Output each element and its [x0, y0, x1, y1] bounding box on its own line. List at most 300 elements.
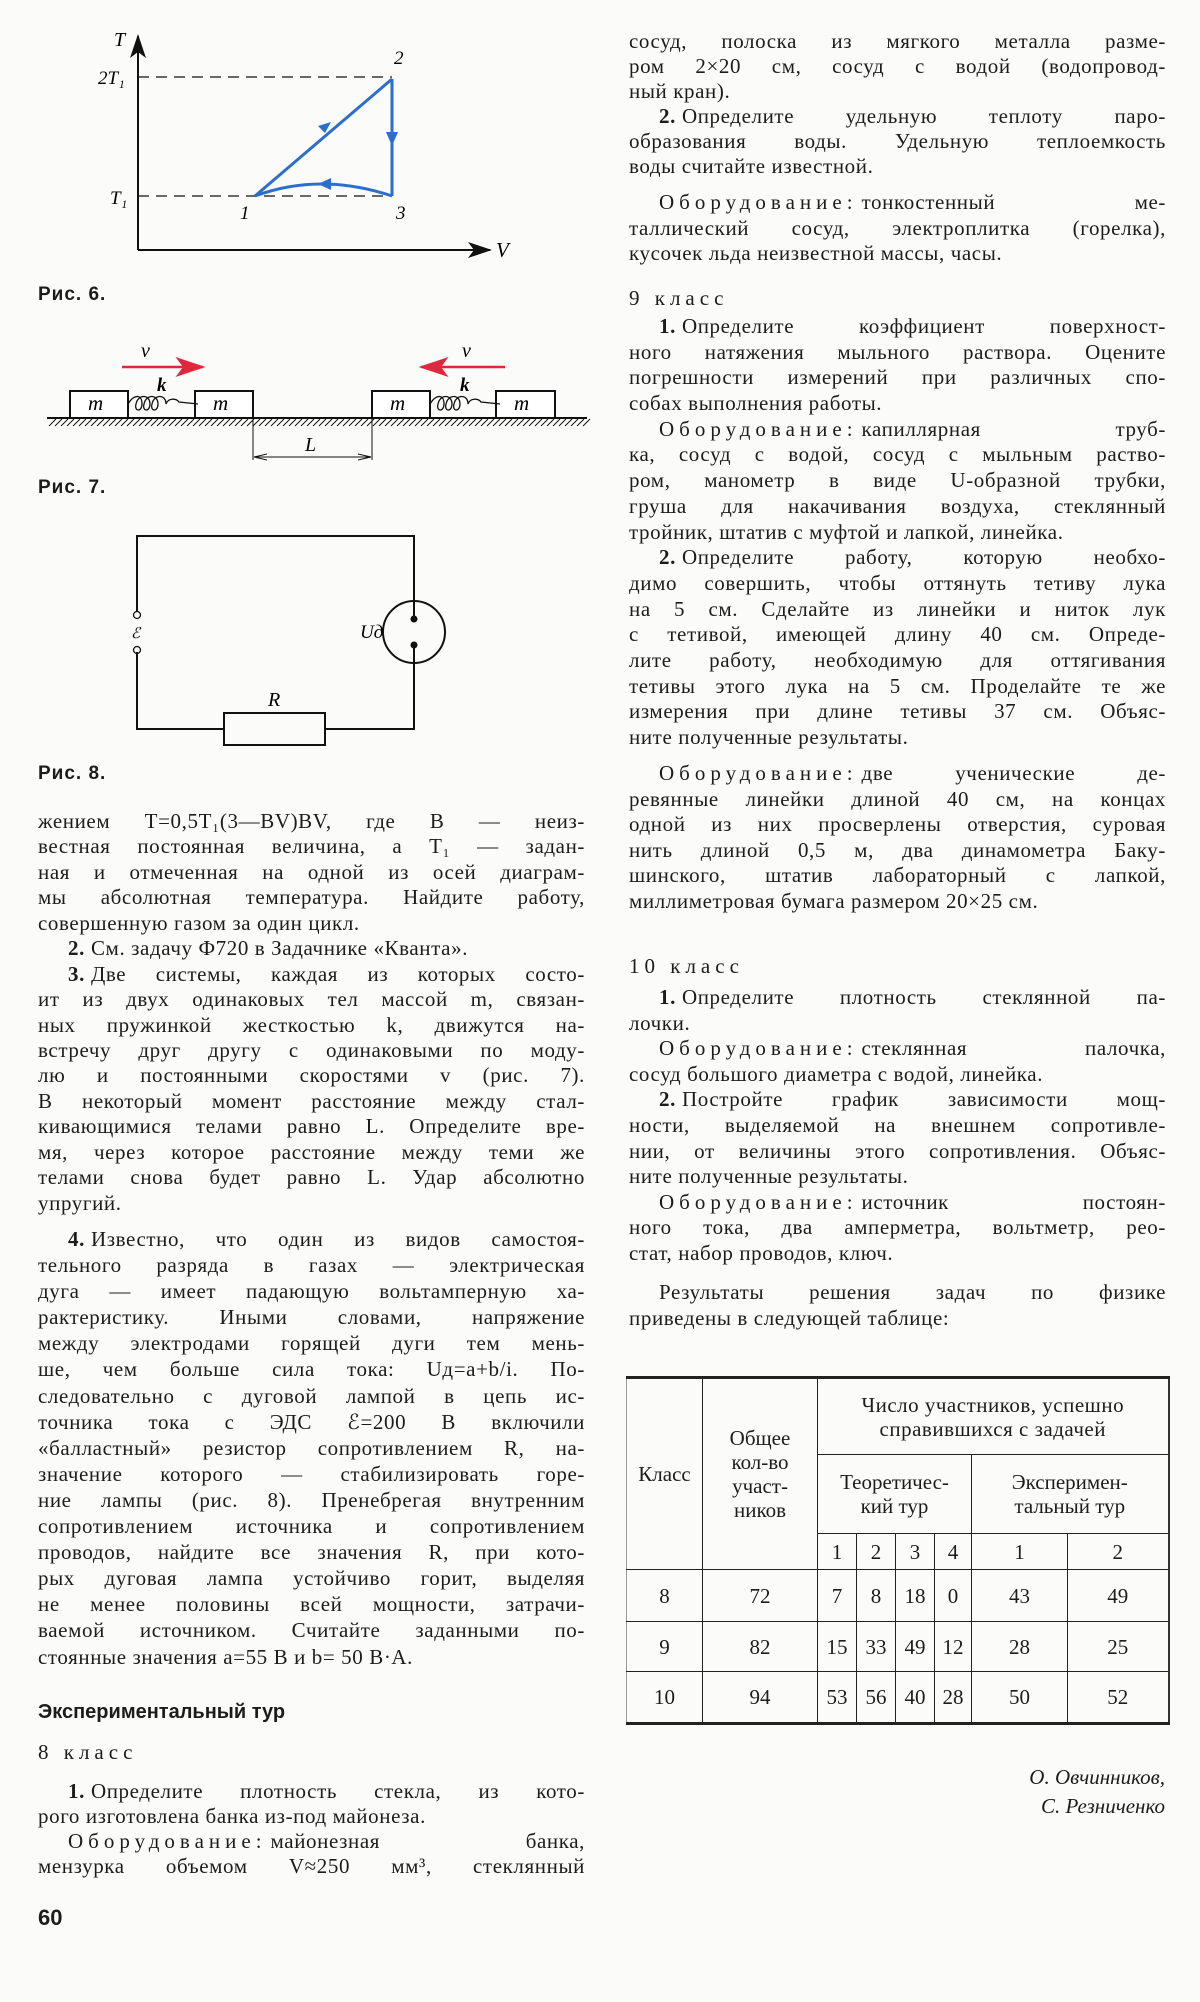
line-text: ности, выделяемой на внешнем сопротивле- — [629, 1112, 1166, 1137]
text-line — [629, 129, 1166, 154]
text-line — [38, 1591, 585, 1617]
text-line — [38, 1140, 585, 1165]
cell-experiment: 25 — [1068, 1622, 1169, 1672]
2t1-label: 2T₁ — [98, 68, 125, 89]
author-name: О. Овчинников, — [1029, 1765, 1165, 1789]
cell-theory: 0 — [935, 1570, 972, 1622]
hatch-mark — [169, 419, 176, 426]
line-text: на 5 см. Сделайте из линейки и ниток лук — [629, 596, 1166, 621]
cell-theory: 12 — [935, 1622, 972, 1672]
spring-label: k — [157, 375, 167, 396]
text-line — [38, 1487, 585, 1513]
hatch-mark — [157, 419, 164, 426]
hatch-mark — [391, 419, 398, 426]
hatch-mark — [451, 419, 458, 426]
line-text: значение которого — стабилизировать горе- — [38, 1461, 585, 1486]
theory-problem-number: 2 — [857, 1534, 896, 1570]
text-line — [629, 622, 1166, 648]
line-text: кивающимися телами равно L. Определите вре- — [38, 1114, 585, 1139]
header-theory-line: кий тур — [860, 1494, 929, 1518]
text-line — [629, 1139, 1166, 1165]
hatch-mark — [205, 419, 212, 426]
lamp-voltage-label: Uд — [360, 622, 384, 643]
cell-theory: 40 — [896, 1672, 935, 1724]
line-text: тетивы этого лука на 5 см. Проделайте те же — [629, 673, 1166, 698]
t-axis-label: T — [114, 29, 126, 51]
text-line — [629, 417, 1166, 443]
text-line — [629, 838, 1166, 864]
text-line — [38, 1854, 585, 1879]
line-text: ните полученные результаты. — [629, 725, 909, 749]
line-text: таллический сосуд, электроплитка (горелка), — [629, 215, 1166, 240]
cell-experiment: 49 — [1068, 1570, 1169, 1622]
hatch-mark — [427, 419, 434, 426]
cell-class: 8 — [627, 1570, 703, 1622]
text-line — [38, 1513, 585, 1539]
line-text: ром 2×20 см, сосуд с водой (водопровод- — [629, 54, 1166, 78]
grade-10-problems — [629, 985, 1166, 1267]
hatch-mark — [91, 419, 98, 426]
text-line — [38, 1383, 585, 1409]
text-line — [629, 761, 1166, 787]
text-line — [38, 1617, 585, 1643]
line-text: Определите плотность стеклянной па- — [681, 985, 1166, 1009]
hatch-mark — [463, 419, 470, 426]
line-text: мензурка объемом V≈250 мм³, стеклянный — [38, 1854, 585, 1878]
hatch-mark — [379, 419, 386, 426]
line-text: сосуд, полоска из мягкого металла разме- — [629, 29, 1166, 53]
table-row — [627, 1672, 1169, 1724]
line-text: ных пружинкой жесткостью k, движутся на- — [38, 1012, 585, 1037]
text-line — [38, 1226, 585, 1252]
text-line — [629, 1190, 1166, 1216]
header-success: Число участников, успешно справившихся с задачей — [818, 1378, 1169, 1455]
text-line — [629, 1306, 1166, 1332]
line-text: источник постоян- — [861, 1189, 1166, 1214]
figure-7-caption: Рис. 7. — [38, 477, 107, 498]
emf-label: ℰ — [131, 626, 141, 642]
table-row — [627, 1622, 1169, 1672]
hatch-mark — [295, 419, 302, 426]
hatch-mark — [121, 419, 128, 426]
problem-number: 4. — [68, 1227, 85, 1251]
hatch-mark — [145, 419, 152, 426]
hatch-mark — [67, 419, 74, 426]
point-3-label: 3 — [396, 203, 406, 224]
line-text: шинского, штатив лабораторный с лапкой, — [629, 863, 1166, 888]
cell-theory: 49 — [896, 1622, 935, 1672]
text-line — [38, 1829, 585, 1854]
grade-9-problems — [629, 314, 1166, 751]
hatch-mark — [487, 419, 494, 426]
line-text: Известно, что один из видов самостоя- — [90, 1227, 585, 1251]
text-line — [38, 1330, 585, 1356]
text-line — [38, 1114, 585, 1139]
line-text: ного тока, два амперметра, вольтметр, рео- — [629, 1215, 1166, 1240]
problem-number: 2. — [659, 104, 676, 128]
hatch-mark — [271, 419, 278, 426]
hatch-mark — [319, 419, 326, 426]
hatch-mark — [469, 419, 476, 426]
line-text: сопротивлением источника и сопротивлением — [38, 1514, 585, 1539]
hatch-mark — [397, 419, 404, 426]
line-text: ная и отмеченная на одной из осей диаграм- — [38, 859, 585, 884]
line-text: две ученические де- — [861, 761, 1166, 785]
text-line — [629, 1113, 1166, 1139]
figure-7-colliding-systems — [47, 340, 590, 460]
text-line — [629, 216, 1166, 242]
text-line — [629, 154, 1166, 179]
hatch-mark — [517, 419, 524, 426]
figure-8-circuit — [134, 536, 446, 745]
line-text: проводов, найдите все значения R, при кото- — [38, 1540, 585, 1565]
line-text: кусочек льда неизвестной массы, часы. — [629, 241, 1003, 265]
text-line — [629, 79, 1166, 104]
problem-number: 2. — [659, 545, 676, 570]
line-text: нить длиной 0,5 м, два динамометра Баку- — [629, 837, 1166, 862]
hatch-mark — [361, 419, 368, 426]
cell-theory: 15 — [818, 1622, 857, 1672]
hatch-mark — [103, 419, 110, 426]
hatch-mark — [445, 419, 452, 426]
line-text: лите работу, необходимую для оттягивания — [629, 647, 1166, 672]
line-text: воды считайте известной. — [629, 154, 874, 178]
text-line — [629, 1087, 1166, 1113]
hatch-mark — [511, 419, 518, 426]
line-text: В некоторый момент расстояние между стал- — [38, 1088, 585, 1113]
figures-canvas — [0, 0, 600, 800]
hatch-mark — [355, 419, 362, 426]
hatch-mark — [553, 419, 560, 426]
grade-8-continued — [629, 29, 1166, 179]
line-text: См. задачу Ф720 в Задачнике «Кванта». — [90, 936, 469, 961]
equipment-label: Оборудование: — [659, 190, 858, 214]
hatch-mark — [265, 419, 272, 426]
line-text: телами снова будет равно L. Удар абсолютно — [38, 1165, 585, 1190]
hatch-mark — [289, 419, 296, 426]
header-theory-line: Теоретичес- — [840, 1470, 949, 1494]
header-total — [703, 1378, 818, 1570]
line-text: стеклянная палочка, — [861, 1036, 1166, 1061]
hatch-mark — [127, 419, 134, 426]
hatch-mark — [523, 419, 530, 426]
hatch-mark — [139, 419, 146, 426]
line-text: дуга — имеет падающую вольтамперную ха- — [38, 1279, 585, 1304]
line-text: встречу друг другу с одинаковыми по моду- — [38, 1037, 585, 1062]
cell-experiment: 43 — [972, 1570, 1068, 1622]
hatch-mark — [373, 419, 380, 426]
cell-total: 72 — [703, 1570, 818, 1622]
figure-6-caption: Рис. 6. — [38, 284, 107, 305]
text-line — [38, 1089, 585, 1114]
text-line — [629, 889, 1166, 915]
grade-8-heading: 8 класс — [38, 1740, 138, 1764]
mass-label: m — [213, 391, 229, 415]
hatch-mark — [109, 419, 116, 426]
text-line — [629, 725, 1166, 751]
line-text: не менее половины всей мощности, затрачи- — [38, 1592, 585, 1617]
problem-number: 1. — [659, 985, 676, 1009]
cell-theory: 56 — [857, 1672, 896, 1724]
line-text: мя, через которое расстояние между теми же — [38, 1139, 585, 1164]
hatch-mark — [199, 419, 206, 426]
hatch-mark — [61, 419, 68, 426]
line-text: рактеристику. Иными словами, напряжение — [38, 1305, 585, 1330]
hatch-mark — [163, 419, 170, 426]
author-name: С. Резниченко — [1040, 1794, 1165, 1818]
experiment-problem-number: 1 — [972, 1534, 1068, 1570]
t1-label: T₁ — [110, 188, 128, 209]
spring-icon — [430, 397, 500, 411]
hatch-mark — [403, 419, 410, 426]
hatch-mark — [475, 419, 482, 426]
line-text: груша для накачивания воздуха, стеклянный — [629, 493, 1166, 518]
hatch-mark — [421, 419, 428, 426]
line-text: сосуд большого диаметра с водой, линейка. — [629, 1061, 1044, 1086]
text-line — [629, 1241, 1166, 1267]
line-text: ните полученные результаты. — [629, 1164, 909, 1189]
hatch-mark — [277, 419, 284, 426]
theory-problem-number: 3 — [896, 1534, 935, 1570]
text-line — [38, 860, 585, 885]
hatch-mark — [415, 419, 422, 426]
hatch-mark — [367, 419, 374, 426]
header-experiment-line: тальный тур — [1014, 1494, 1126, 1518]
circuit-wire — [137, 536, 414, 612]
hatch-mark — [439, 419, 446, 426]
hatch-mark — [337, 419, 344, 426]
line-text: тельного разряда в газах — электрическая — [38, 1253, 585, 1278]
text-line — [38, 809, 585, 834]
cell-theory: 8 — [857, 1570, 896, 1622]
hatch-mark — [193, 419, 200, 426]
line-text: Постройте график зависимости мощ- — [681, 1087, 1166, 1112]
text-line — [629, 314, 1166, 340]
text-line — [38, 1435, 585, 1461]
hatch-mark — [499, 419, 506, 426]
line-text: Определите плотность стекла, из кото- — [90, 1779, 585, 1803]
header-theory — [818, 1455, 972, 1534]
text-line — [38, 1409, 585, 1435]
text-line — [629, 340, 1166, 366]
hatch-mark — [241, 419, 248, 426]
hatch-mark — [283, 419, 290, 426]
cell-theory: 53 — [818, 1672, 857, 1724]
text-line — [629, 104, 1166, 129]
text-line — [38, 1461, 585, 1487]
header-class: Класс — [627, 1378, 703, 1570]
authors — [1029, 1763, 1165, 1821]
text-line — [38, 911, 585, 936]
point-1-label: 1 — [240, 203, 250, 224]
line-text: измерения при длине тетивы 37 см. Объяс- — [629, 699, 1166, 724]
line-text: ние лампы (рис. 8). Пренебрегая внутренним — [38, 1487, 585, 1512]
text-line — [629, 520, 1166, 546]
hatch-mark — [175, 419, 182, 426]
grade-9-equipment — [629, 761, 1166, 915]
text-line — [629, 391, 1166, 417]
equipment-label: Оборудование: — [659, 1189, 858, 1214]
line-text: жением T=0,5T₁(3—BV)BV, где B — неиз- — [38, 809, 585, 833]
hatch-mark — [259, 419, 266, 426]
line-text: упругий. — [38, 1190, 122, 1215]
hatch-mark — [55, 419, 62, 426]
theory-problem-number: 1 — [818, 1534, 857, 1570]
equipment-label: Оборудование: — [659, 761, 858, 785]
line-text: вестная постоянная величина, а T₁ — задан- — [38, 834, 585, 859]
electrode — [412, 643, 417, 648]
hatch-mark — [253, 419, 260, 426]
line-text: между электродами горящей дуги тем мень- — [38, 1331, 585, 1356]
problem-number: 1. — [68, 1779, 85, 1803]
line-text: капиллярная труб- — [861, 416, 1166, 441]
text-line — [38, 1278, 585, 1304]
arrow-3-1 — [318, 178, 331, 190]
hatch-mark — [331, 419, 338, 426]
equipment-label: Оборудование: — [659, 416, 858, 441]
mass-label: m — [390, 391, 406, 415]
line-text: точника тока с ЭДС ℰ=200 В включили — [38, 1409, 585, 1434]
line-text: ше, чем больше сила тока: Uд=a+b/i. По- — [38, 1357, 585, 1382]
line-text: стат, набор проводов, ключ. — [629, 1240, 894, 1265]
results-table — [626, 1376, 1170, 1725]
line-text: ка, сосуд с водой, сосуд с мыльным раство- — [629, 442, 1166, 467]
grade-10-heading: 10 класс — [629, 954, 744, 978]
cell-theory: 18 — [896, 1570, 935, 1622]
hatch-mark — [133, 419, 140, 426]
grade-8-problems — [38, 1779, 585, 1879]
hatch-mark — [97, 419, 104, 426]
text-line — [38, 1165, 585, 1190]
text-line — [629, 1011, 1166, 1037]
text-line — [38, 1804, 585, 1829]
hatch-mark — [307, 419, 314, 426]
cell-experiment: 52 — [1068, 1672, 1169, 1724]
hatch-mark — [505, 419, 512, 426]
cell-theory: 28 — [935, 1672, 972, 1724]
problem-number: 3. — [68, 961, 85, 986]
text-line — [629, 1215, 1166, 1241]
line-text: Результаты решения задач по физике — [659, 1280, 1166, 1304]
text-line — [38, 885, 585, 910]
line-text: образования воды. Удельную теплоемкость — [629, 129, 1166, 153]
line-text: лочки. — [629, 1010, 691, 1035]
v-axis-label: V — [496, 238, 509, 262]
text-line — [38, 1644, 585, 1670]
hatch-mark — [223, 419, 230, 426]
hatch-mark — [433, 419, 440, 426]
text-line — [629, 365, 1166, 391]
hatch-mark — [151, 419, 158, 426]
line-text: димо совершить, чтобы оттянуть тетиву лука — [629, 570, 1166, 595]
hatch-mark — [571, 419, 578, 426]
text-line — [38, 1304, 585, 1330]
arrow-2-3 — [386, 132, 398, 146]
line-text: следовательно с дуговой лампой в цепь ис- — [38, 1383, 585, 1408]
line-text: Две системы, каждая из которых состо- — [90, 961, 585, 986]
hatch-mark — [457, 419, 464, 426]
table-row — [627, 1570, 1169, 1622]
problem-number: 2. — [68, 936, 85, 961]
header-experiment — [972, 1455, 1169, 1534]
text-line — [629, 985, 1166, 1011]
spring-icon — [128, 397, 198, 411]
text-line — [629, 787, 1166, 813]
text-line — [629, 1036, 1166, 1062]
equipment-label: Оборудование: — [659, 1036, 858, 1061]
line-text: ит из двух одинаковых тел массой m, связан- — [38, 987, 585, 1012]
cell-class: 10 — [627, 1672, 703, 1724]
text-line — [38, 834, 585, 859]
cell-experiment: 50 — [972, 1672, 1068, 1724]
hatch-mark — [187, 419, 194, 426]
header-total-line: Общее — [729, 1426, 791, 1450]
header-total-line: ников — [733, 1498, 787, 1522]
hatch-mark — [409, 419, 416, 426]
hatch-mark — [211, 419, 218, 426]
line-text: Определите коэффициент поверхност- — [681, 314, 1166, 338]
text-line — [629, 699, 1166, 725]
hatch-mark — [349, 419, 356, 426]
text-line — [629, 648, 1166, 674]
hatch-mark — [535, 419, 542, 426]
hatch-mark — [85, 419, 92, 426]
line-text: ный кран). — [629, 79, 731, 103]
line-text: ром, манометр в виде U-образной трубки, — [629, 468, 1166, 493]
text-line — [38, 1565, 585, 1591]
text-line — [38, 1356, 585, 1382]
text-line — [38, 962, 585, 987]
hatch-mark — [235, 419, 242, 426]
line-text: одной из них просверлены отверстия, суровая — [629, 812, 1166, 837]
line-text: приведены в следующей таблице: — [629, 1305, 950, 1330]
line-text: миллиметровая бумага размером 20×25 см. — [629, 888, 1039, 913]
grade-9-heading: 9 класс — [629, 286, 729, 310]
line-text: рых дуговая лампа устойчиво горит, выделяя — [38, 1566, 585, 1591]
text-line — [38, 1038, 585, 1063]
grade-8-equipment — [629, 190, 1166, 267]
header-total-line: участ- — [732, 1474, 788, 1498]
text-line — [629, 190, 1166, 216]
hatch-mark — [217, 419, 224, 426]
hatch-mark — [529, 419, 536, 426]
text-line — [38, 987, 585, 1012]
text-line — [38, 1252, 585, 1278]
problem-number: 2. — [659, 1087, 676, 1112]
line-text: «балластный» резистор сопротивлением R, на- — [38, 1435, 585, 1460]
text-line — [629, 571, 1166, 597]
hatch-mark — [385, 419, 392, 426]
section-heading: Экспериментальный тур — [38, 1701, 286, 1723]
text-line — [38, 1063, 585, 1088]
text-line — [629, 494, 1166, 520]
line-text: стоянные значения a=55 В и b= 50 В·А. — [38, 1644, 414, 1669]
hatch-mark — [73, 419, 80, 426]
text-line — [38, 1013, 585, 1038]
problem-4-text — [38, 1226, 585, 1670]
hatch-mark — [541, 419, 548, 426]
text-line — [629, 674, 1166, 700]
line-text: тонкостенный ме- — [861, 190, 1166, 214]
resistor-label: R — [268, 689, 281, 711]
terminal — [134, 612, 141, 619]
text-line — [629, 1062, 1166, 1088]
ground-hatching — [49, 419, 590, 426]
text-line — [629, 442, 1166, 468]
line-text: тройник, штатив с муфтой и лапкой, линейка. — [629, 519, 1064, 544]
line-text: собах выполнения работы. — [629, 391, 883, 416]
text-line — [629, 29, 1166, 54]
